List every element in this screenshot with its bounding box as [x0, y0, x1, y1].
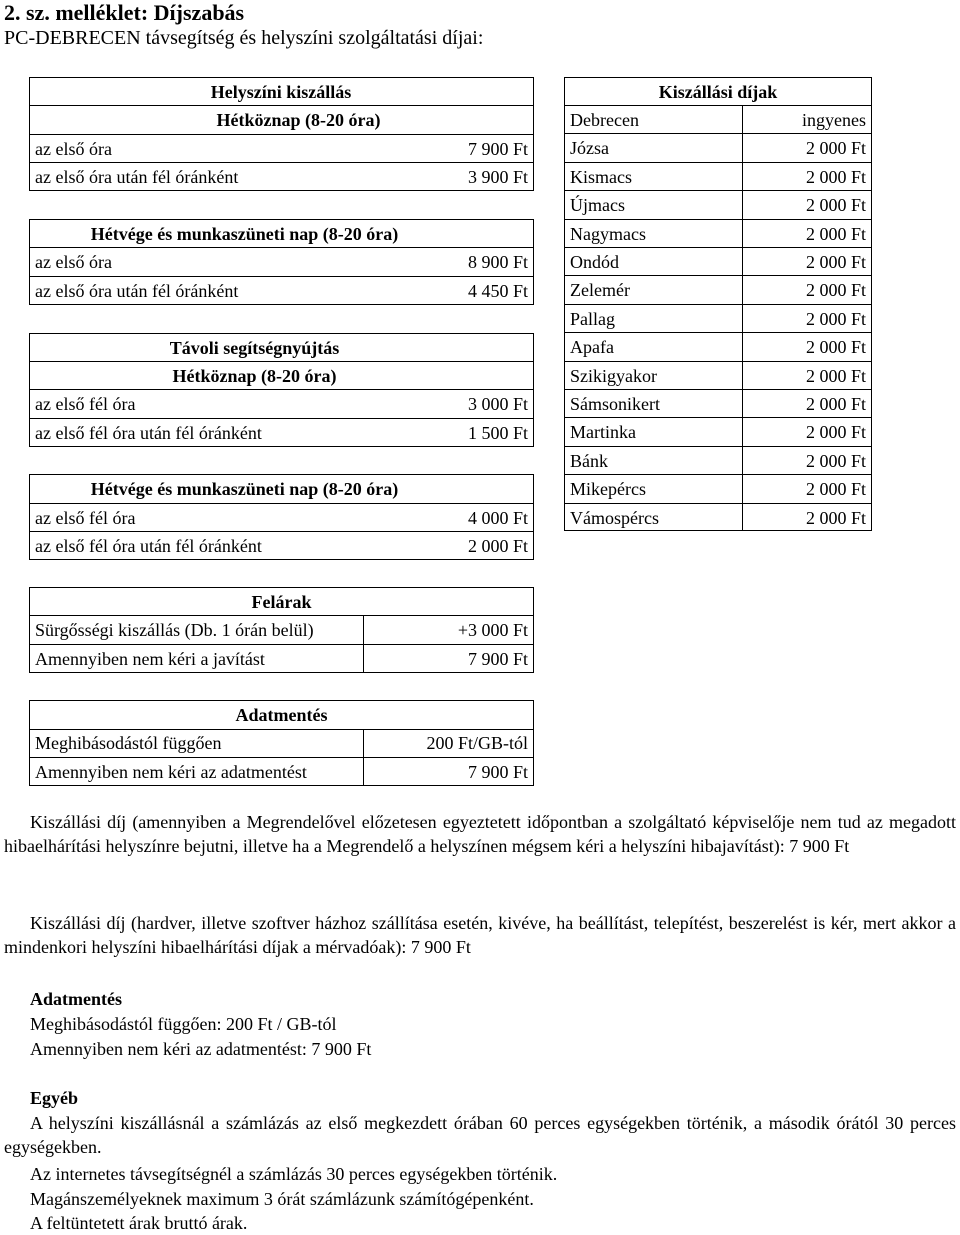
travel-place: Józsa: [570, 138, 609, 158]
note-backup-line-2: Amennyiben nem kéri az adatmentést: 7 900 Ft: [30, 1039, 372, 1059]
note-other-gross-prices: A feltüntetett árak bruttó árak.: [30, 1213, 248, 1233]
travel-place: Pallag: [570, 309, 615, 329]
travel-place: Szikigyakor: [570, 366, 657, 386]
travel-fee: 2 000 Ft: [805, 337, 866, 357]
travel-place: Nagymacs: [570, 224, 646, 244]
surcharge-price-1: +3 000 Ft: [457, 620, 528, 640]
note-backup-title: Adatmentés: [30, 989, 122, 1009]
backup-label-2: Amennyiben nem kéri az adatmentést: [35, 762, 307, 782]
backup-label-1: Meghibásodástól függően: [35, 733, 222, 753]
backup-price-2: 7 900 Ft: [467, 762, 528, 782]
travel-fee: ingyenes: [802, 110, 866, 130]
onsite-weekend-label-2: az első óra után fél óránként: [35, 281, 239, 301]
note-other-billing: A helyszíni kiszállásnál a számlázás az első megkezdett órában 60 perces egységekben történik, a második órától 30 perces egységekben.: [4, 1113, 956, 1157]
surcharge-price-2: 7 900 Ft: [467, 649, 528, 669]
remote-weekend-price-1: 4 000 Ft: [467, 508, 528, 528]
page-subtitle: PC-DEBRECEN távsegítség és helyszíni szolgáltatási díjai:: [4, 27, 484, 49]
onsite-weekend-price-1: 8 900 Ft: [467, 252, 528, 272]
travel-place: Ondód: [570, 252, 619, 272]
remote-weekday-label-1: az első fél óra: [35, 394, 136, 414]
backup-header: Adatmentés: [235, 705, 328, 725]
onsite-weekend-label-1: az első óra: [35, 252, 112, 272]
surcharge-header: Felárak: [251, 592, 312, 612]
note-other-max-hours: Magánszemélyeknek maximum 3 órát számlázunk számítógépenként.: [30, 1189, 534, 1209]
travel-fee: 2 000 Ft: [805, 479, 866, 499]
travel-fee: 2 000 Ft: [805, 138, 866, 158]
remote-weekday-price-1: 3 000 Ft: [467, 394, 528, 414]
travel-place: Apafa: [570, 337, 614, 357]
onsite-weekday-price-1: 7 900 Ft: [467, 139, 528, 159]
surcharge-label-1: Sürgősségi kiszállás (Db. 1 órán belül): [35, 620, 314, 640]
onsite-weekday-label-2: az első óra után fél óránként: [35, 167, 239, 187]
backup-price-1: 200 Ft/GB-tól: [426, 733, 528, 753]
surcharge-label-2: Amennyiben nem kéri a javítást: [35, 649, 265, 669]
note-travel-fee-2: Kiszállási díj (hardver, illetve szoftver házhoz szállítása esetén, kivéve, ha beállítást, telepítést, beszerelést is kér, mert akkor a mindenkori helyszíni hibaelhárítási díjak a mérvadóak): 7 900 Ft: [4, 913, 956, 957]
onsite-weekend-header: Hétvége és munkaszüneti nap (8-20 óra): [90, 224, 399, 244]
travel-place: Debrecen: [570, 110, 639, 130]
travel-fee: 2 000 Ft: [805, 224, 866, 244]
onsite-weekend-price-2: 4 450 Ft: [467, 281, 528, 301]
remote-weekend-label-2: az első fél óra után fél óránként: [35, 536, 262, 556]
remote-weekday-header: Hétköznap (8-20 óra): [172, 366, 337, 386]
note-travel-fee-1: Kiszállási díj (amennyiben a Megrendelővel előzetesen egyeztetett időpontban a szolgáltató képviselője nem tud az megadott hibaelhárítási helyszínre bejutni, illetve ha a Megrendelő a helyszínen mégsem kéri a helyszíni hibajavítást): 7 900 Ft: [4, 812, 956, 856]
travel-place: Újmacs: [570, 195, 625, 215]
travel-place: Martinka: [570, 422, 636, 442]
remote-weekend-header: Hétvége és munkaszüneti nap (8-20 óra): [90, 479, 399, 499]
travel-fee: 2 000 Ft: [805, 252, 866, 272]
travel-fee: 2 000 Ft: [805, 280, 866, 300]
travel-place: Mikepércs: [570, 479, 646, 499]
travel-fee: 2 000 Ft: [805, 167, 866, 187]
note-other-title: Egyéb: [30, 1088, 79, 1108]
remote-weekend-price-2: 2 000 Ft: [467, 536, 528, 556]
onsite-header: Helyszíni kiszállás: [210, 82, 352, 102]
onsite-weekday-header: Hétköznap (8-20 óra): [216, 110, 381, 130]
travel-place: Kismacs: [570, 167, 632, 187]
page-title: 2. sz. melléklet: Díjszabás: [4, 0, 245, 25]
travel-fee: 2 000 Ft: [805, 451, 866, 471]
travel-fee: 2 000 Ft: [805, 422, 866, 442]
remote-header: Távoli segítségnyújtás: [169, 338, 340, 358]
onsite-weekday-price-2: 3 900 Ft: [467, 167, 528, 187]
travel-fee: 2 000 Ft: [805, 309, 866, 329]
travel-header: Kiszállási díjak: [658, 82, 778, 102]
travel-place: Vámospércs: [570, 508, 659, 528]
travel-fee: 2 000 Ft: [805, 195, 866, 215]
remote-weekday-price-2: 1 500 Ft: [467, 423, 528, 443]
note-backup-line-1: Meghibásodástól függően: 200 Ft / GB-tól: [30, 1014, 337, 1034]
travel-fee: 2 000 Ft: [805, 366, 866, 386]
onsite-weekday-label-1: az első óra: [35, 139, 112, 159]
travel-place: Sámsonikert: [570, 394, 660, 414]
remote-weekend-label-1: az első fél óra: [35, 508, 136, 528]
travel-place: Zelemér: [570, 280, 630, 300]
travel-fee: 2 000 Ft: [805, 394, 866, 414]
travel-place: Bánk: [570, 451, 608, 471]
travel-fee: 2 000 Ft: [805, 508, 866, 528]
remote-weekday-label-2: az első fél óra után fél óránként: [35, 423, 262, 443]
note-other-remote-billing: Az internetes távsegítségnél a számlázás 30 perces egységekben történik.: [30, 1164, 558, 1184]
